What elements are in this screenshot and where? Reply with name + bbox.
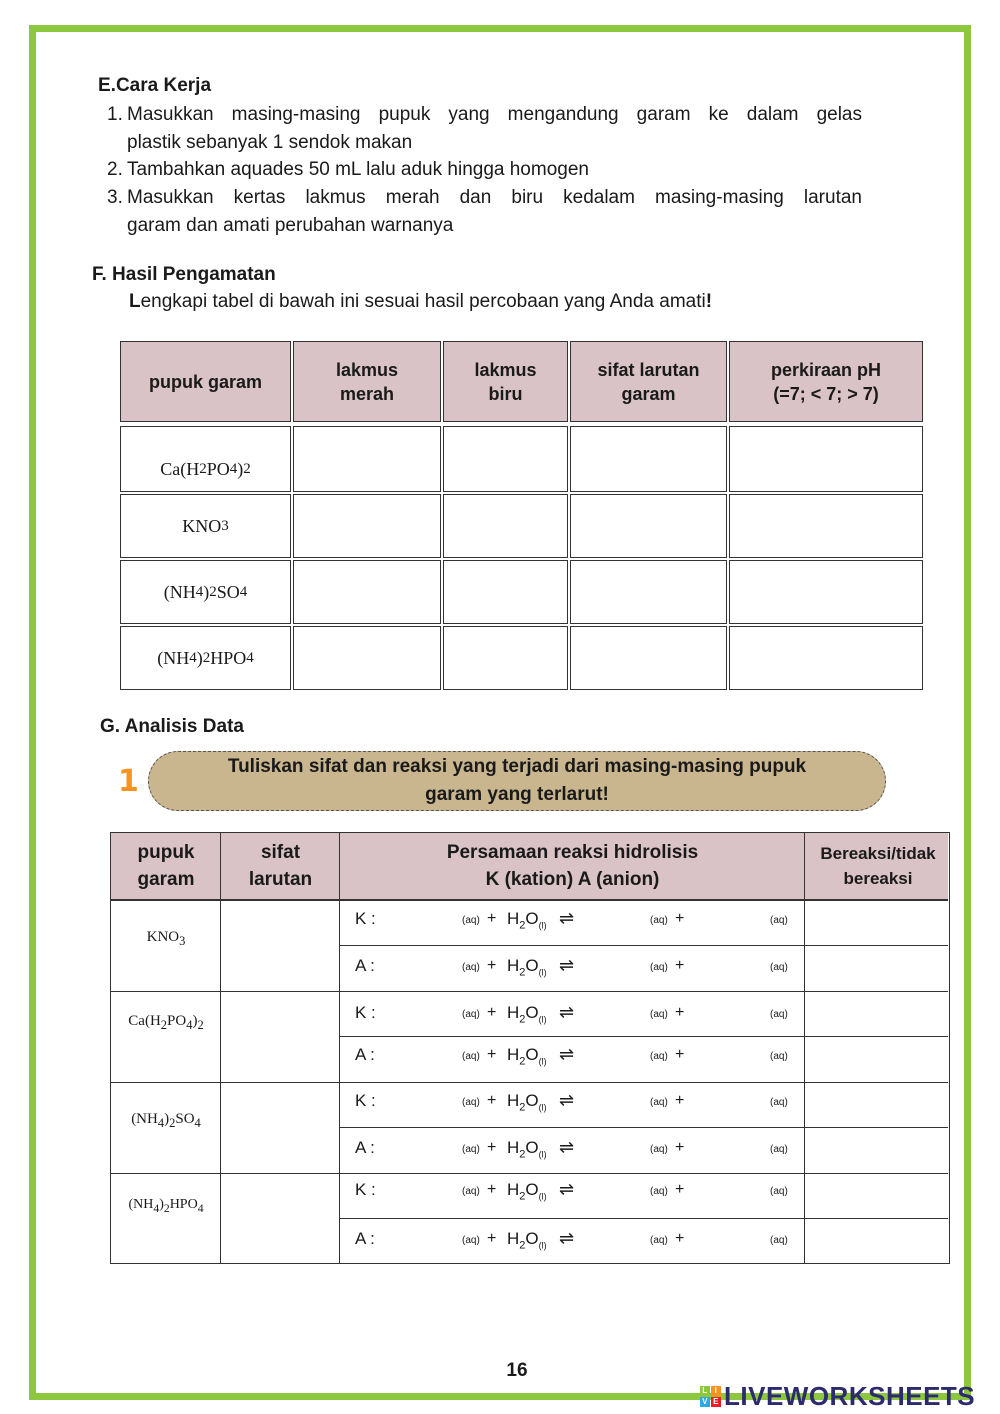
aq-state: (aq) [650, 915, 668, 926]
formula-sub: 2 [243, 460, 251, 477]
plus-sign: + [675, 957, 685, 974]
formula-part: (NH [131, 1111, 158, 1127]
reacts-answer-cell[interactable] [805, 1037, 948, 1077]
logo-text: LIVEWORKSHEETS [724, 1381, 976, 1411]
t2-input-nature-3[interactable] [221, 1082, 339, 1172]
step-text: plastik sebanyak 1 sendok makan [127, 132, 413, 153]
equilibrium-arrow: ⇌ [559, 1044, 575, 1064]
equilibrium-arrow: ⇌ [559, 955, 575, 975]
hydrolysis-equation-row [345, 1229, 800, 1251]
question-prompt-box [148, 751, 886, 811]
step-text: garam dan amati perubahan warnanya [127, 215, 454, 236]
aq-state: (aq) [462, 1144, 480, 1155]
reacts-answer-cell[interactable] [805, 1172, 948, 1212]
section-f-instruction [129, 291, 712, 313]
water-formula: $H_2O_{(l)}$ [507, 1091, 547, 1114]
reacts-answer-cell[interactable] [805, 1130, 948, 1170]
formula-sub: 4 [153, 1201, 160, 1215]
hydrolysis-equation-row [345, 956, 800, 978]
t2-input-nature-1[interactable] [221, 899, 339, 990]
step-3 [107, 184, 862, 240]
formula-sub: 4 [239, 583, 248, 600]
t1-input-ph-2[interactable] [729, 494, 923, 558]
t1-input-red-4[interactable] [293, 626, 441, 690]
plus-sign: + [487, 1181, 497, 1198]
t1-input-nature-3[interactable] [570, 560, 727, 624]
plus-sign: + [675, 1139, 685, 1156]
header-text: K (kation) A (anion) [485, 869, 660, 890]
t1-salt-cell [120, 426, 291, 492]
plus-sign: + [487, 910, 497, 927]
header-text: sifat larutan [597, 359, 700, 380]
header-text: garam [137, 869, 195, 890]
step-text: Masukkan masing-masing pupuk yang mengandung garam ke dalam gelas [127, 104, 862, 125]
t1-salt-cell [120, 560, 291, 624]
formula-part: KNO [182, 515, 222, 536]
formula-sub: 2 [209, 583, 217, 600]
formula-sub: 2 [160, 1018, 168, 1032]
hydrolysis-equation-row [345, 909, 800, 931]
t1-header-ph [729, 341, 923, 422]
equilibrium-arrow: ⇌ [559, 1228, 575, 1248]
row-divider [339, 1218, 948, 1219]
formula-sub: 4 [246, 649, 254, 666]
header-text: (=7; < 7; > 7) [773, 383, 879, 404]
reacts-answer-cell[interactable] [805, 948, 948, 988]
water-formula: $H_2O_{(l)}$ [507, 1003, 547, 1026]
page-number: 16 [506, 1360, 528, 1381]
t2-salt-label [112, 1111, 220, 1131]
header-text: Persamaan reaksi hidrolisis [446, 842, 699, 863]
formula-part: ) [203, 581, 210, 602]
formula-sub: 2 [197, 1018, 204, 1032]
aq-state: (aq) [770, 1144, 788, 1155]
ion-label: A : [355, 1138, 375, 1157]
t2-salt-label [112, 929, 220, 949]
aq-state: (aq) [650, 962, 668, 973]
header-text: garam [621, 383, 676, 404]
plus-sign: + [675, 1230, 685, 1247]
aq-state: (aq) [650, 1144, 668, 1155]
formula-sub: 2 [169, 1116, 176, 1130]
equilibrium-arrow: ⇌ [559, 1090, 575, 1110]
step-number: 2. [107, 159, 123, 180]
t1-header-nature [570, 341, 727, 422]
section-g-title: G. Analisis Data [100, 716, 244, 737]
prompt-text: garam yang terlarut! [425, 784, 609, 805]
formula-part: Ca(H [128, 1013, 161, 1029]
t1-input-ph-3[interactable] [729, 560, 923, 624]
plus-sign: + [487, 1046, 497, 1063]
formula-sub: 4 [189, 649, 197, 666]
plus-sign: + [487, 1139, 497, 1156]
t2-input-nature-2[interactable] [221, 991, 339, 1081]
t2-header-salt [111, 833, 221, 899]
ion-label: A : [355, 1229, 375, 1248]
aq-state: (aq) [462, 1235, 480, 1246]
plus-sign: + [487, 1230, 497, 1247]
t1-salt-cell [120, 626, 291, 690]
plus-sign: + [487, 1092, 497, 1109]
t2-salt-label [112, 1013, 220, 1033]
equilibrium-arrow: ⇌ [559, 1179, 575, 1199]
section-f-title: F. Hasil Pengamatan [92, 264, 276, 285]
header-text: pupuk [137, 842, 195, 863]
aq-state: (aq) [462, 1009, 480, 1020]
formula-sub: 2 [163, 1201, 170, 1215]
header-text: merah [339, 383, 394, 404]
row-divider [339, 945, 948, 946]
t1-header-blue-litmus [443, 341, 568, 422]
formula-sub: 3 [179, 934, 186, 948]
formula-sub: 4 [197, 1201, 204, 1215]
reacts-answer-cell[interactable] [805, 1083, 948, 1123]
plus-sign: + [487, 957, 497, 974]
header-text: lakmus [335, 359, 399, 380]
formula-part: (NH [157, 647, 190, 668]
formula-part: Ca(H [160, 458, 200, 479]
logo-mark-icon: L I V E [700, 1386, 721, 1407]
aq-state: (aq) [650, 1051, 668, 1062]
column-divider [339, 833, 340, 1263]
t1-header-red-litmus [293, 341, 441, 422]
t2-input-nature-4[interactable] [221, 1173, 339, 1263]
aq-state: (aq) [770, 1051, 788, 1062]
t1-input-red-1[interactable] [293, 426, 441, 492]
prompt-text: Tuliskan sifat dan reaksi yang terjadi dari masing-masing pupuk [227, 756, 807, 777]
formula-sub: 3 [221, 517, 229, 534]
formula-sub: 4 [157, 1116, 165, 1130]
header-text: perkiraan pH [770, 359, 882, 380]
hydrolysis-equation-row [345, 1045, 800, 1067]
aq-state: (aq) [770, 1097, 788, 1108]
instruction-initial: L [129, 291, 141, 312]
ion-label: K : [355, 1003, 376, 1022]
hydrolysis-equation-row [345, 1003, 800, 1025]
formula-part: (NH [128, 1197, 154, 1212]
formula-part: SO [175, 1111, 195, 1127]
question-number-badge: 1 [118, 764, 139, 799]
t1-salt-cell [120, 494, 291, 558]
header-text: biru [488, 383, 523, 404]
t1-input-nature-1[interactable] [570, 426, 727, 492]
formula-part: ) [237, 458, 244, 479]
aq-state: (aq) [770, 1009, 788, 1020]
water-formula: $H_2O_{(l)}$ [507, 1229, 547, 1252]
header-text: bereaksi [843, 869, 913, 888]
t2-header-nature [221, 833, 340, 899]
water-formula: $H_2O_{(l)}$ [507, 1180, 547, 1203]
instruction-exclamation: ! [705, 291, 713, 312]
hydrolysis-equation-row [345, 1138, 800, 1160]
formula-part: ) [192, 1013, 198, 1029]
reacts-answer-cell[interactable] [805, 901, 948, 941]
header-text: lakmus [474, 359, 537, 380]
hydrolysis-equation-row [345, 1091, 800, 1113]
ion-label: K : [355, 909, 376, 928]
ion-label: A : [355, 956, 375, 975]
plus-sign: + [487, 1004, 497, 1021]
equilibrium-arrow: ⇌ [559, 908, 575, 928]
formula-part: KNO [146, 929, 180, 945]
reacts-answer-cell[interactable] [805, 995, 948, 1035]
plus-sign: + [675, 1046, 685, 1063]
formula-part: PO [206, 458, 230, 479]
plus-sign: + [675, 1181, 685, 1198]
aq-state: (aq) [650, 1235, 668, 1246]
t2-header-equation [340, 833, 805, 899]
formula-part: SO [216, 581, 240, 602]
ion-label: K : [355, 1091, 376, 1110]
formula-part: ) [196, 647, 203, 668]
t1-header-salt [120, 341, 291, 422]
t1-input-red-3[interactable] [293, 560, 441, 624]
equilibrium-arrow: ⇌ [559, 1002, 575, 1022]
aq-state: (aq) [770, 915, 788, 926]
instruction-text: engkapi tabel di bawah ini sesuai hasil percobaan yang Anda amati [140, 291, 706, 312]
water-formula: $H_2O_{(l)}$ [507, 909, 547, 932]
formula-sub: 2 [202, 649, 211, 666]
formula-part: HPO [169, 1197, 198, 1212]
t1-input-blue-2[interactable] [443, 494, 568, 558]
step-number: 1. [107, 104, 123, 125]
water-formula: $H_2O_{(l)}$ [507, 1045, 547, 1068]
liveworksheets-logo [700, 1381, 975, 1412]
plus-sign: + [675, 910, 685, 927]
t1-input-ph-1[interactable] [729, 426, 923, 492]
formula-part: ) [159, 1197, 164, 1212]
equilibrium-arrow: ⇌ [559, 1137, 575, 1157]
aq-state: (aq) [462, 915, 480, 926]
formula-sub: 4 [186, 1018, 193, 1032]
formula-part: (NH [163, 581, 196, 602]
header-text: larutan [248, 869, 313, 890]
t1-input-blue-4[interactable] [443, 626, 568, 690]
step-2 [107, 156, 862, 184]
plus-sign: + [675, 1092, 685, 1109]
formula-sub: 4 [194, 1116, 201, 1130]
plus-sign: + [675, 1004, 685, 1021]
formula-part: PO [167, 1013, 187, 1029]
step-text: Tambahkan aquades 50 mL lalu aduk hingga homogen [127, 159, 589, 180]
ion-label: K : [355, 1180, 376, 1199]
t2-header-reacts [805, 833, 951, 899]
aq-state: (aq) [462, 1186, 480, 1197]
formula-sub: 4 [229, 460, 238, 477]
header-text: sifat [260, 842, 301, 863]
aq-state: (aq) [462, 1051, 480, 1062]
step-1 [107, 101, 862, 157]
hydrolysis-equation-row [345, 1180, 800, 1202]
step-number: 3. [107, 187, 123, 208]
water-formula: $H_2O_{(l)}$ [507, 956, 547, 979]
t1-input-nature-4[interactable] [570, 626, 727, 690]
formula-part: ) [164, 1111, 170, 1127]
t1-input-blue-1[interactable] [443, 426, 568, 492]
aq-state: (aq) [462, 962, 480, 973]
aq-state: (aq) [462, 1097, 480, 1108]
aq-state: (aq) [650, 1097, 668, 1108]
t2-salt-label [112, 1197, 220, 1215]
water-formula: $H_2O_{(l)}$ [507, 1138, 547, 1161]
section-e-title: E.Cara Kerja [98, 75, 212, 96]
t1-input-nature-2[interactable] [570, 494, 727, 558]
step-text: Masukkan kertas lakmus merah dan biru kedalam masing-masing larutan [127, 187, 862, 208]
aq-state: (aq) [770, 1186, 788, 1197]
aq-state: (aq) [770, 962, 788, 973]
header-text: Bereaksi/tidak [820, 844, 936, 863]
ion-label: A : [355, 1045, 375, 1064]
row-divider [339, 1127, 948, 1128]
formula-sub: 2 [199, 460, 207, 477]
formula-sub: 4 [195, 583, 204, 600]
aq-state: (aq) [650, 1009, 668, 1020]
formula-part: HPO [210, 647, 247, 668]
t1-input-blue-3[interactable] [443, 560, 568, 624]
aq-state: (aq) [650, 1186, 668, 1197]
aq-state: (aq) [770, 1235, 788, 1246]
header-text: pupuk garam [148, 371, 263, 392]
reacts-answer-cell[interactable] [805, 1221, 948, 1261]
t1-input-red-2[interactable] [293, 494, 441, 558]
t1-input-ph-4[interactable] [729, 626, 923, 690]
